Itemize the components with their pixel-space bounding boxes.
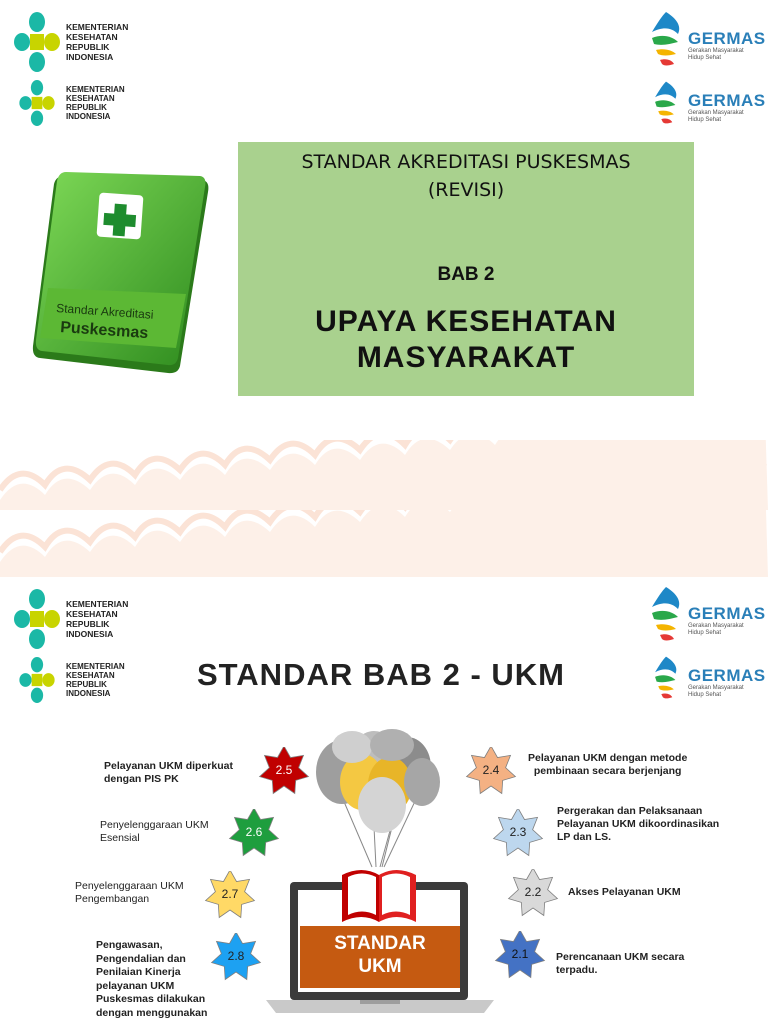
star-badge-2-5 [256, 747, 312, 795]
kemenkes-icon [14, 12, 60, 72]
kemenkes-text: KEMENTERIAN KESEHATAN REPUBLIK INDONESIA [66, 22, 129, 62]
germas-logo-top [646, 585, 766, 649]
cloud-pattern-icon [0, 440, 768, 577]
slide-2-title: STANDAR BAB 2 - UKM [196, 657, 566, 692]
label-2-4: Pelayanan UKM dengan metode pembinaan secara berjenjang [528, 752, 688, 777]
kemenkes-text: KEMENTERIAN KESEHATAN REPUBLIK INDONESIA [66, 85, 125, 121]
center-line-1: STANDAR [334, 933, 426, 954]
book-label-line2: Puskesmas [59, 319, 149, 343]
germas-subtitle: Gerakan Masyarakat Hidup Sehat [688, 48, 744, 61]
kemenkes-logo-bottom [14, 80, 125, 126]
germas-title: GERMAS [688, 604, 766, 623]
kemenkes-text: KEMENTERIAN KESEHATAN REPUBLIK INDONESIA [66, 662, 125, 698]
book-label-line1: Standar Akreditasi [55, 301, 154, 322]
star-number: 2.2 [524, 885, 542, 899]
center-line-2: UKM [358, 956, 402, 977]
star-number: 2.6 [245, 825, 263, 839]
star-badge-2-2 [505, 869, 561, 917]
label-2-8: Pengawasan, Pengendalian dan Penilaian Kinerja pelayanan UKM Puskesmas dilakukan dengan menggunakan [96, 939, 208, 1019]
bab-label: BAB 2 [437, 264, 495, 285]
heading-line-1: UPAYA KESEHATAN [315, 305, 617, 338]
star-number: 2.8 [227, 949, 245, 963]
kemenkes-text: KEMENTERIAN KESEHATAN REPUBLIK INDONESIA [66, 599, 129, 639]
standar-akreditasi-book-icon [30, 170, 210, 375]
germas-title: GERMAS [688, 91, 766, 110]
star-number: 2.4 [482, 763, 500, 777]
germas-logo-top [646, 10, 766, 74]
label-2-5: Pelayanan UKM diperkuat dengan PIS PK [104, 760, 233, 785]
slide-2 [0, 577, 768, 1024]
star-number: 2.3 [509, 825, 527, 839]
star-badge-2-4 [463, 747, 519, 795]
title-line-2: (REVISI) [427, 179, 505, 201]
star-badge-2-1 [492, 931, 548, 979]
star-badge-2-7 [202, 871, 258, 919]
germas-icon [646, 10, 686, 74]
star-badge-2-8 [208, 933, 264, 981]
germas-logo-bottom [646, 80, 766, 130]
heading-line-2: MASYARAKAT [356, 341, 576, 374]
kemenkes-icon [14, 80, 60, 126]
title-line-1: STANDAR AKREDITASI PUSKESMAS [301, 151, 631, 173]
germas-subtitle: Gerakan Masyarakat Hidup Sehat [688, 110, 744, 123]
star-number: 2.1 [511, 947, 529, 961]
slide-1 [0, 0, 768, 440]
star-badge-2-6 [226, 809, 282, 857]
germas-icon [646, 80, 686, 130]
germas-subtitle: Gerakan Masyarakat Hidup Sehat [688, 623, 744, 636]
label-2-3: Pergerakan dan Pelaksanaan Pelayanan UKM dikoordinasikan LP dan LS. [557, 805, 720, 843]
germas-subtitle: Gerakan Masyarakat Hidup Sehat [688, 685, 744, 698]
label-2-7: Penyelenggaraan UKM Pengembangan [75, 880, 184, 905]
germas-title: GERMAS [688, 666, 766, 685]
star-number: 2.7 [221, 887, 239, 901]
kemenkes-icon [14, 589, 60, 649]
label-2-2: Akses Pelayanan UKM [568, 886, 681, 898]
decorative-divider [0, 440, 768, 577]
kemenkes-logo-top [14, 589, 128, 649]
germas-title: GERMAS [688, 29, 766, 48]
germas-icon [646, 585, 686, 649]
title-box [238, 142, 694, 396]
kemenkes-logo-top [14, 12, 128, 72]
label-2-6: Penyelenggaraan UKM Esensial [100, 819, 209, 844]
star-number: 2.5 [275, 763, 293, 777]
star-badge-2-3 [490, 809, 546, 857]
standar-ukm-box [300, 926, 460, 988]
label-2-1: Perencanaan UKM secara terpadu. [556, 951, 685, 976]
